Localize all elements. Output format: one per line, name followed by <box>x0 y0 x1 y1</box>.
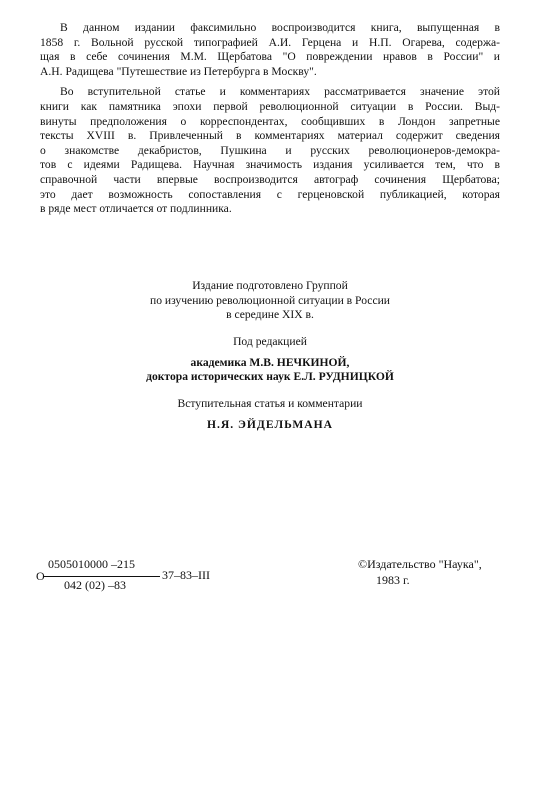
prepared-line: по изучению революционной ситуации в России <box>149 293 390 307</box>
annotation-line: это дает возможность сопоставления с герценовской публикацией, которая <box>40 187 500 201</box>
annotation-text <box>40 21 500 217</box>
editor-name: академика М.В. НЕЧКИНОЙ, <box>190 355 350 369</box>
prepared-line: Издание подготовлено Группой <box>192 279 348 292</box>
annotation-line: в ряде мест отличается от подлинника. <box>40 202 232 216</box>
copyright-year: 1983 г. <box>376 573 410 587</box>
annotation-line: А.Н. Радищева "Путешествие из Петербурга в Москву". <box>40 64 317 78</box>
catalog-letter: О <box>36 569 45 583</box>
commentary-author: Н.Я. ЭЙДЕЛЬМАНА <box>206 417 334 431</box>
annotation-line: 1858 г. Вольной русской типографией А.И. Герцена и Н.П. Огарева, содержа- <box>40 35 500 49</box>
commentary-label: Вступительная статья и комментарии <box>177 397 363 410</box>
prepared-by-block <box>40 279 500 323</box>
catalog-code: 37–83–III <box>162 568 210 582</box>
catalog-index <box>36 556 296 596</box>
annotation-line: В данном издании факсимильно воспроизводится книга, выпущенная в <box>60 21 500 34</box>
annotation-line: Во вступительной статье и комментариях рассматривается значение этой <box>60 85 500 99</box>
annotation-line: о знакомстве декабристов, Пушкина и русских революционеров-демокра- <box>40 143 500 157</box>
editor-label: Под редакцией <box>233 335 307 348</box>
annotation-line: тов с идеями Радищева. Научная значимость издания усиливается тем, что в <box>40 158 500 172</box>
annotation-line: винуты предположения о корреспондентах, сообщивших в Лондон запретные <box>40 114 500 128</box>
annotation-line: книги как памятника эпохи первой революционной ситуации в России. Выд- <box>40 99 500 113</box>
annotation-line: тексты XVIII в. Привлеченный в комментариях материал содержит сведения <box>40 129 500 143</box>
copyright-notice <box>358 556 482 588</box>
copyright-publisher: ©Издательство "Наука", <box>358 557 482 571</box>
prepared-line: в середине XIX в. <box>226 308 314 322</box>
annotation-line: справочной части впервые воспроизводится автограф сочинения Щербатова; <box>40 172 500 186</box>
editor-name: доктора исторических наук Е.Л. РУДНИЦКОЙ <box>146 370 394 384</box>
catalog-denominator: 042 (02) –83 <box>64 578 126 592</box>
editors-block <box>40 335 500 385</box>
commentary-block <box>40 397 500 432</box>
annotation-line: щая в себе сочинения М.М. Щербатова "О повреждении нравов в России" и <box>40 50 500 64</box>
catalog-numerator: 0505010000 –215 <box>48 557 135 571</box>
catalog-fraction-rule <box>44 576 160 577</box>
